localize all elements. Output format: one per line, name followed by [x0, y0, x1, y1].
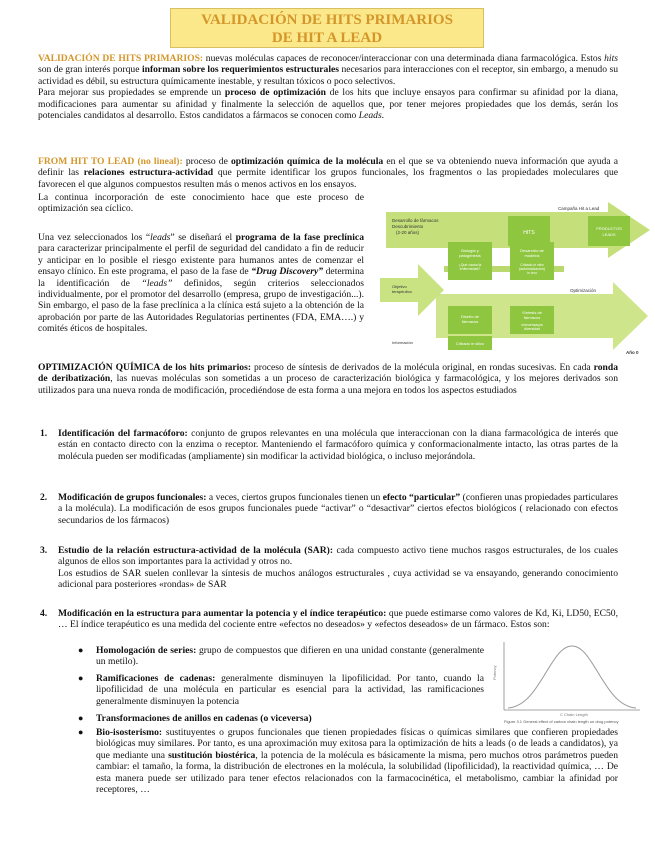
list-item: Modificación de grupos funcionales: a veces, ciertos grupos funcionales tienen un efecto “particular” (confieren unas propiedades particulares a la molécula). La modificación de esos grupos funcionales puede “activar” o “desactivar” ciertos efectos biológicos ( relacionado con efectos secundarios de los fármacos): [58, 492, 618, 526]
optimizacion-label: Optimización: [570, 288, 597, 293]
bullet-dot: ●: [78, 727, 84, 737]
farmacos-label: fármacos: [461, 319, 479, 324]
item-number: 4.: [40, 608, 48, 619]
que-causa-label: ¿Qué causa la: [458, 263, 482, 267]
intro-paragraph: VALIDACIÓN DE HITS PRIMARIOS: nuevas moléculas capaces de reconocer/interaccionar con una determinada diana farmacológica. Estos hits son de gran interés porque informan sobre los requerimientos estructurales necesarios para interacciones con el receptor, sin embargo, a menudo su actividad es débil, su estructura químicamente inestable, y resultan tóxicos o poco selectivos. Para mejorar sus propiedades se emprende un proceso de optimización de los hits que incluye ensayos para confirmar su afinidad por la diana, modificaciones para aumentar su afinidad y finalmente la selección de aquellos que, por tener mejores propiedades que los demás, serán los potenciales candidatos al desarrollo. Estos candidatos a fármacos se conocen como Leads.: [38, 53, 618, 122]
potency-curve: [508, 646, 636, 708]
bullet-item: Bio-isosterismo: sustituyentes o grupos funcionales que tienen propiedades físicas o químicas similares que confieren propiedades biológicas muy similares. Por tanto, es una aproximación muy exitosa para la optimización de hits a leads (o de leads a candidatos), ya que mediante una sustitución biostérica, la potencia de la molécula es básicamente la misma, pero muchos otros parámetros pueden cambiar: el tamaño, la forma, la distribución de electrones en la molécula, la solubilidad (lipofilicidad), la reactividad química, … De esta manera puede ser utilizado para tener efectos relacionados con la farmacocinética, el metabolismo, cambiar la afinidad por receptores, …: [96, 727, 618, 796]
h2l-cyclic-text: La continua incorporación de este conocimiento hace que este proceso de optimización sea cíclico.: [38, 192, 364, 215]
item-number: 3.: [40, 545, 48, 556]
page-title: VALIDACIÓN DE HITS PRIMARIOS DE HIT A LEAD: [170, 8, 484, 48]
objetivo-label: Objetivo: [392, 284, 407, 289]
anio-label: Año 0: [626, 350, 639, 355]
hit-to-lead-paragraph: FROM HIT TO LEAD (no lineal): proceso de optimización química de la molécula en el que se va obteniendo nueva información que ayuda a definir las relaciones estructura-actividad que permite identificar los grupos funcionales, los fragmentos o las propiedades moleculares que favorecen el que algunos compuestos resulten más o menos activos en los ensayos.: [38, 156, 619, 190]
figure-xlabel: C Chain Length: [560, 712, 588, 717]
automatizacion-label: (automatización): [519, 267, 545, 271]
header-left-2: Descubrimiento: [392, 224, 424, 229]
leads-label: LEADS: [602, 232, 616, 237]
diseno-label: Diseño de: [460, 314, 480, 319]
header-right: Campaña Hit a Lead: [558, 206, 600, 211]
terapeutico-label: terapéutico: [392, 289, 412, 294]
bullet-item: Transformaciones de anillos en cadenas (o viceversa): [96, 713, 312, 724]
header-left-1: Desarrollo de fármacos: [392, 218, 439, 223]
productos-label: PRODUCTOS: [596, 226, 622, 231]
biologia-label: Biología y: [461, 248, 479, 253]
hit-to-lead-diagram: [378, 194, 653, 356]
modelos-label: modelos: [524, 253, 540, 258]
list-item: Modificación en la estructura para aumentar la potencia y el índice terapéutico: que puede estimarse como valores de Kd, Ki, LD50, EC50, … El índice terapéutico es una medida del cociente entre «efectos no deseados» y «efectos deseados» de un fármaco. Estos son:: [58, 608, 618, 631]
enfermedad-label: enfermedad?: [459, 267, 481, 271]
bullet-dot: ●: [78, 645, 84, 655]
sintesis-label: Síntesis de: [522, 310, 542, 315]
item-number: 1.: [40, 428, 48, 439]
informacion-label: Información: [392, 340, 413, 345]
list-item: Estudio de la relación estructura-actividad de la molécula (SAR): cada compuesto activo tiene muchos rasgos estructurales, de los cuales algunos de ellos son importantes para la actividad y otros no. Los estudios de SAR suelen conllevar la síntesis de muchos análogos estructurales , cuya actividad se va ensayando, generando conocimiento adicional para posteriores «rondas» de SAR: [58, 545, 618, 591]
patogenesis-label: patogénesis: [459, 253, 481, 258]
cribado-silico-label: Cribado in silico: [455, 341, 485, 346]
optimizacion-heading: OPTIMIZACIÓN QUÍMICA de los hits primarios:: [38, 362, 252, 373]
hits-label: HITS: [523, 230, 535, 236]
sintesis-farmacos-label: fármacos: [523, 315, 541, 320]
figure-ylabel: Potency: [492, 665, 497, 680]
leads-paragraph: Una vez seleccionados los “leads” se diseñará el programa de la fase preclínica para caracterizar principalmente el perfil de seguridad del candidato a fin de reducir y anticipar en lo posible el riesgo existente para humanos antes de comenzar el ensayo clínico. En este programa, el paso de la fase de “Drug Discovery” determina la identificación de “leads” definidos, según criterios seleccionados individualmente, por el promotor del desarrollo (empresa, grupo de investigación...). Sin embargo, el paso de la fase preclínica a la clínica está sujeto a la obtención de la aprobación por parte de las Autoridades Regulatorias pertinentes (FDA, EMA….) y comités éticos de hospitales.: [38, 232, 364, 335]
diversidad-label: diversidad: [524, 327, 540, 331]
header-left-3: (2-20 años): [396, 230, 420, 235]
desarrollo-label: Desarrollo de: [520, 248, 544, 253]
bullet-dot: ●: [78, 673, 84, 683]
cribado-vitro-label: Cribado in vitro: [520, 263, 544, 267]
microensayos-label: microensayos: [521, 323, 543, 327]
bullet-item: Ramificaciones de cadenas: generalmente disminuyen la lipofilicidad. Por tanto, cuando la lipofilicidad de una molécula en particular es esencial para la actividad, las ramificaciones generalmente disminuyen la potencia: [96, 673, 484, 707]
productos-box: [588, 216, 630, 246]
figure-caption: Figure 3.1 General effect of carbon chain length on drug potency: [504, 719, 619, 724]
optimizacion-paragraph: OPTIMIZACIÓN QUÍMICA de los hits primarios: proceso de síntesis de derivados de la molécula original, en rondas sucesivas. En cada ronda de deribatización, las nuevas moléculas son sometidas a un proceso de caracterización biológica y farmacológica, y los mejores derivados son utilizados para una nueva ronda de modificación, procediéndose de esta forma a una mejora en todos los aspectos estudiados: [38, 362, 618, 396]
bullet-dot: ●: [78, 713, 84, 723]
item-number: 2.: [40, 492, 48, 503]
in-vivo-label: in vivo: [527, 271, 537, 275]
bullet-item: Homologación de series: grupo de compuestos que difieren en una unidad constante (generalmente un metilo).: [96, 645, 485, 668]
intro-heading: VALIDACIÓN DE HITS PRIMARIOS:: [38, 53, 204, 64]
list-item: Identificación del farmacóforo: conjunto de grupos relevantes en una molécula que interaccionan con la diana farmacológica de interés que están en contacto directo con la enzima o receptor. Manteniendo el farmacóforo química y conformacionalmente intacto, las otras partes de la molécula pueden ser modificadas (ampliamente) sin modificar la actividad biológica, o incluso mejorándola.: [58, 428, 618, 462]
h2l-heading: FROM HIT TO LEAD (no lineal):: [38, 156, 183, 167]
potency-figure: [490, 636, 650, 724]
